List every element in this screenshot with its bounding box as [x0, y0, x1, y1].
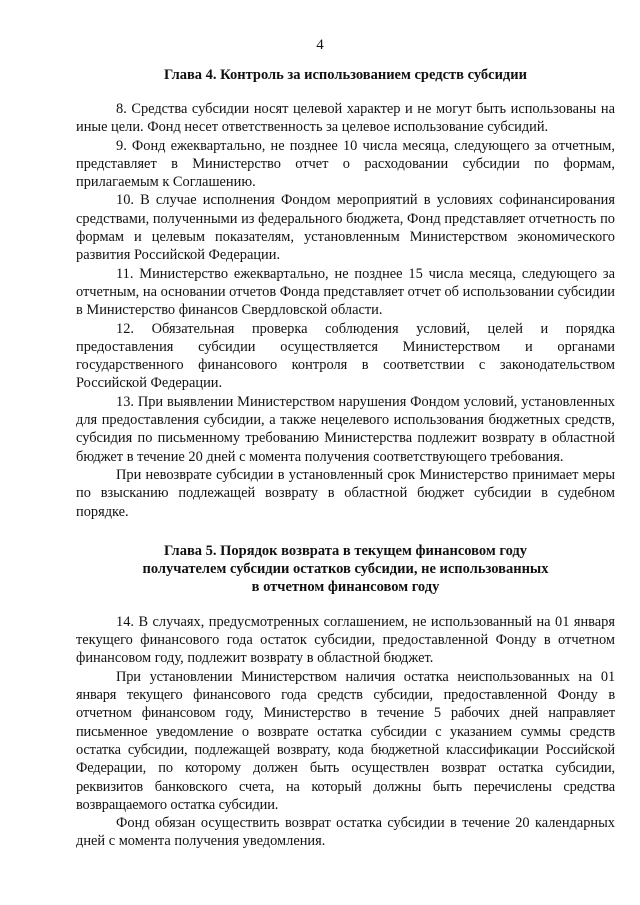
- chapter-4-title: Глава 4. Контроль за использованием средств субсидии: [164, 67, 527, 83]
- paragraph-13: 13. При выявлении Министерством нарушения Фондом условий, установленных для предоставления субсидии, а также нецелевого использования бюджетных средств, субсидия по письменному требованию Министерства подлежит возврату в областной бюджет в течение 20 дней с момента получения соответствующего требования.: [76, 393, 615, 465]
- page-number: 4: [316, 37, 324, 53]
- paragraph-8: 8. Средства субсидии носят целевой характер и не могут быть использованы на иные цели. Фонд несет ответственность за целевое использование субсидий.: [76, 101, 615, 136]
- chapter-5-title-line: получателем субсидии остатков субсидии, не использованных: [142, 560, 549, 577]
- paragraph-14-notice: При установлении Министерством наличия остатка неиспользованных на 01 января текущего финансового года средств субсидии, предоставленной Фонду в отчетном финансовом году, Министерство в течение 5 рабочих дней направляет письменное уведомление о возврате остатка субсидии с указанием суммы средств остатка субсидии, подлежащей возврату, кода бюджетной классификации Российской Федерации, по которому должен быть осуществлен возврат остатка субсидии, реквизитов банковского счета, на который должны быть перечислены средства возвращаемого остатка субсидии.: [76, 668, 615, 813]
- chapter-5-section: [76, 613, 615, 851]
- paragraph-13-continued: При невозврате субсидии в установленный срок Министерство принимает меры по взысканию подлежащей возврату в областной бюджет субсидии в судебном порядке.: [76, 466, 615, 520]
- chapter-5-title-line: Глава 5. Порядок возврата в текущем финансовом году: [163, 542, 528, 559]
- paragraph-14-deadline: Фонд обязан осуществить возврат остатка субсидии в течение 20 календарных дней с момента получения уведомления.: [76, 815, 615, 850]
- chapter-4-section: [76, 100, 615, 521]
- paragraph-11: 11. Министерство ежеквартально, не позднее 15 числа месяца, следующего за отчетным, на основании отчетов Фонда представляет отчет об использовании субсидии в Министерство финансов Свердловской области.: [76, 265, 615, 319]
- paragraph-14: 14. В случаях, предусмотренных соглашением, не использованный на 01 января текущего финансового года остаток субсидии, предоставленной Фонду в отчетном финансовом году, подлежит возврату в областной бюджет.: [76, 613, 615, 667]
- chapter-5-title: [76, 542, 615, 596]
- paragraph-10: 10. В случае исполнения Фондом мероприятий в условиях софинансирования средствами, полученными из федерального бюджета, Фонд представляет отчетность по формам и целевым показателям, установленным Министерством экономического развития Российской Федерации.: [76, 192, 615, 264]
- document-body: [76, 60, 615, 851]
- paragraph-9: 9. Фонд ежеквартально, не позднее 10 числа месяца, следующего за отчетным, представляет в Министерство отчет о расходовании субсидии по формам, прилагаемым к Соглашению.: [76, 137, 615, 191]
- chapter-5-title-line: в отчетном финансовом году: [251, 578, 440, 595]
- paragraph-12: 12. Обязательная проверка соблюдения условий, целей и порядка предоставления субсидии осуществляется Министерством и органами государственного финансового контроля в соответствии с законодательством Российской Федерации.: [76, 320, 615, 392]
